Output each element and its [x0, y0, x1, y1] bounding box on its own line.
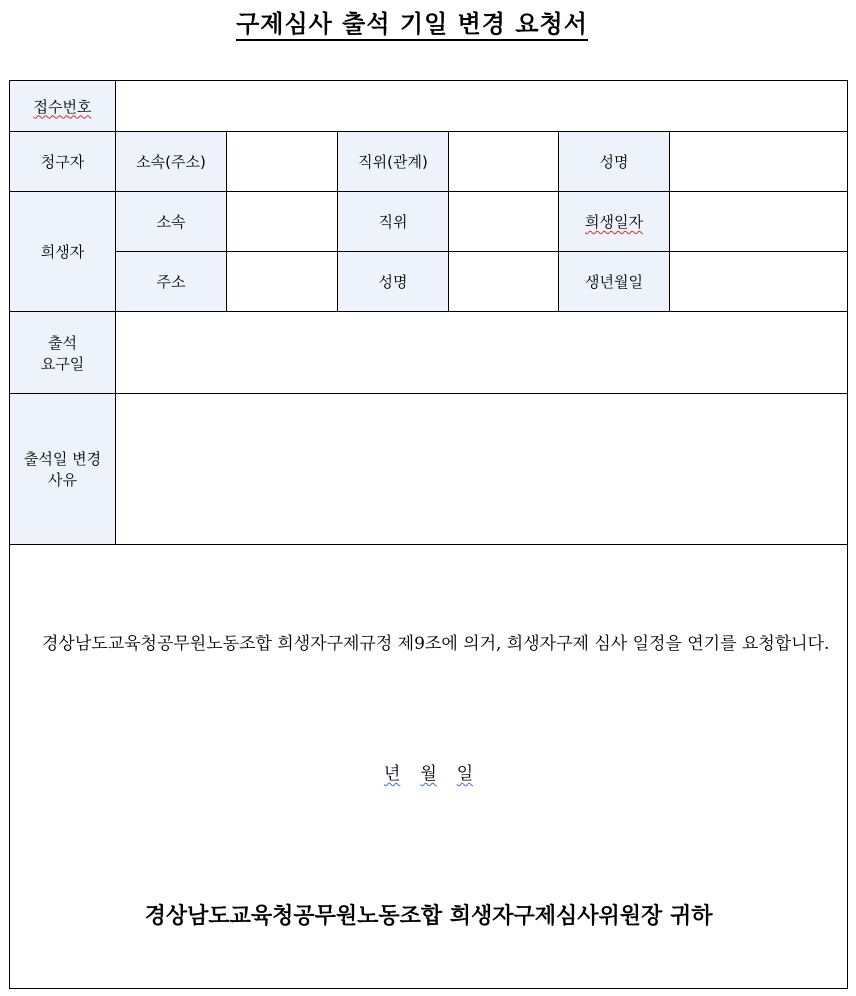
victim-name-field[interactable] — [449, 252, 559, 312]
victim-birth-label: 생년월일 — [559, 252, 670, 312]
attendance-date-row — [10, 312, 848, 394]
claimant-affiliation-label: 소속(주소) — [116, 132, 227, 192]
receipt-no-label: 접수번호 — [10, 81, 116, 132]
declaration-section — [10, 545, 848, 989]
receipt-no-field[interactable] — [116, 81, 848, 132]
victim-position-label: 직위 — [338, 192, 449, 252]
date-line — [10, 759, 847, 784]
date-day: 일 — [456, 764, 474, 784]
victim-date-field[interactable] — [670, 192, 848, 252]
victim-name-label: 성명 — [338, 252, 449, 312]
change-reason-label-line-1: 출석일 변경 — [23, 450, 102, 468]
claimant-label: 청구자 — [10, 132, 116, 192]
victim-row-1 — [10, 192, 848, 252]
attendance-date-field[interactable] — [116, 312, 848, 394]
victim-address-label: 주소 — [116, 252, 227, 312]
claimant-name-label: 성명 — [559, 132, 670, 192]
victim-address-field[interactable] — [227, 252, 338, 312]
date-year: 년 — [383, 764, 401, 784]
victim-date-label: 희생일자 — [559, 192, 670, 252]
request-form-table — [9, 80, 848, 989]
attendance-date-label-line-2: 요구일 — [40, 354, 85, 373]
victim-affiliation-field[interactable] — [227, 192, 338, 252]
attendance-date-label-line-1: 출석 — [48, 333, 77, 352]
request-statement: 경상남도교육청공무원노동조합 희생자구제규정 제9조에 의거, 희생자구제 심사 일정을 연기를 요청합니다. — [42, 634, 830, 654]
change-reason-row — [10, 394, 848, 545]
victim-affiliation-label: 소속 — [116, 192, 227, 252]
change-reason-field[interactable] — [116, 394, 848, 545]
claimant-row — [10, 132, 848, 192]
victim-row-2 — [10, 252, 848, 312]
claimant-affiliation-field[interactable] — [227, 132, 338, 192]
claimant-name-field[interactable] — [670, 132, 848, 192]
document-title — [0, 4, 824, 39]
document-title-text: 구제심사 출석 기일 변경 요청서 — [236, 9, 588, 41]
attendance-date-label — [10, 312, 116, 394]
victim-position-field[interactable] — [449, 192, 559, 252]
claimant-position-field[interactable] — [449, 132, 559, 192]
declaration-row — [10, 545, 848, 989]
claimant-position-label: 직위(관계) — [338, 132, 449, 192]
receipt-row — [10, 81, 848, 132]
change-reason-label — [10, 394, 116, 545]
victim-birth-field[interactable] — [670, 252, 848, 312]
victim-label: 희생자 — [10, 192, 116, 312]
recipient-line: 경상남도교육청공무원노동조합 희생자구제심사위원장 귀하 — [144, 903, 713, 929]
change-reason-label-line-2: 사유 — [48, 471, 77, 489]
date-month: 월 — [420, 764, 437, 784]
